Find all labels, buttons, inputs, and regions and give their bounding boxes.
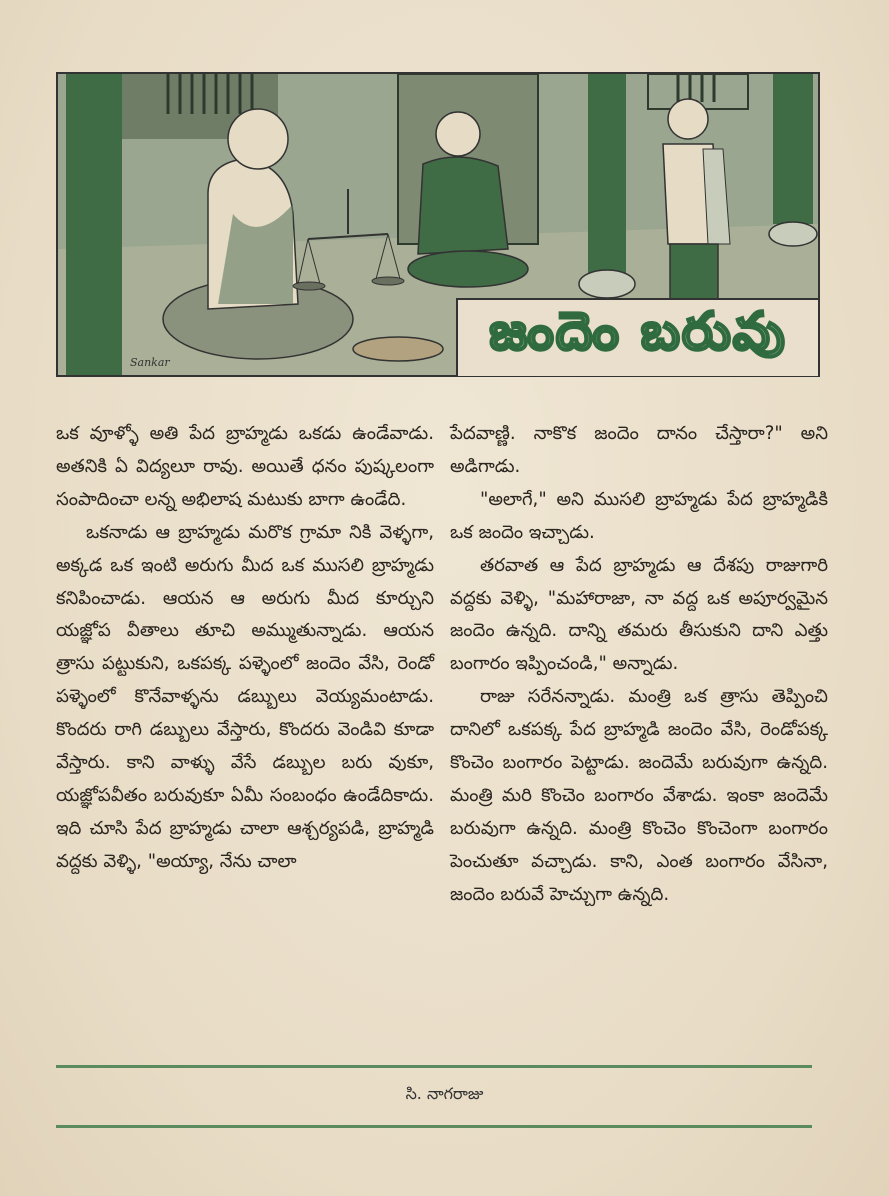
divider-top — [56, 1065, 812, 1068]
artist-signature: Sankar — [130, 356, 170, 369]
paragraph: పేదవాణ్ణి. నాకొక జందెం దానం చేస్తారా?" అని అడిగాడు. — [450, 423, 828, 477]
paragraph: ఒక వూళ్ళో అతి పేద బ్రాహ్మడు ఒకడు ఉండేవాడు. అతనికి ఏ విద్యలూ రావు. అయితే ధనం పుష్కలంగా సంపాదించా లన్న అభిలాష మటుకు బాగా ఉండేది. — [56, 423, 434, 510]
paragraph: "అలాగే," అని ముసలి బ్రాహ్మడు పేద బ్రాహ్మడికి ఒక జందెం ఇచ్చాడు. — [450, 488, 828, 543]
right-column — [450, 418, 828, 912]
author-credit: సి. నాగరాజు — [405, 1084, 484, 1103]
divider-bottom — [56, 1125, 812, 1128]
left-column — [56, 418, 434, 879]
story-title-text: జందెం బరువు — [489, 301, 787, 362]
paragraph: ఒకనాడు ఆ బ్రాహ్మడు మరొక గ్రామా నికి వెళ్ళగా, అక్కడ ఒక ఇంటి అరుగు మీద ఒక ముసలి బ్రాహ్మడు కనిపించాడు. ఆయన ఆ అరుగు మీద కూర్చుని యజ్ఞోప వీతాలు తూచి అమ్ముతున్నాడు. ఆయన త్రాసు పట్టుకుని, ఒకపక్క పళ్ళెంలో జందెం వేసి, రెండో పళ్ళెంలో కొనేవాళ్ళను డబ్బులు వెయ్యమంటాడు. కొందరు రాగి డబ్బులు వేస్తారు, కొందరు వెండివి కూడా వేస్తారు. కాని వాళ్ళు వేసే డబ్బుల బరు వుకూ, యజ్ఞోపవీతం బరువుకూ ఏమీ సంబంధం ఉండేదికాదు. ఇది చూసి పేద బ్రాహ్మడు చాలా ఆశ్చర్యపడి, బ్రాహ్మడి వద్దకు వెళ్ళి, "అయ్యా, నేను చాలా — [56, 521, 434, 872]
story-title — [456, 298, 818, 376]
paragraph: తరవాత ఆ పేద బ్రాహ్మడు ఆ దేశపు రాజుగారి వద్దకు వెళ్ళి, "మహారాజా, నా వద్ద ఒక అపూర్వమైన జందెం ఉన్నది. దాన్ని తమరు తీసుకుని దాని ఎత్తు బంగారం ఇప్పించండి," అన్నాడు. — [450, 554, 828, 675]
paragraph: రాజు సరేనన్నాడు. మంత్రి ఒక త్రాసు తెప్పించి దానిలో ఒకపక్క పేద బ్రాహ్మడి జందెం వేసి, రెండోపక్క కొంచెం బంగారం పెట్టాడు. జందెమే బరువుగా ఉన్నది. మంత్రి మరి కొంచెం బంగారం వేశాడు. ఇంకా జందెమే బరువుగా ఉన్నది. మంత్రి కొంచెం కొంచెంగా బంగారం పెంచుతూ వచ్చాడు. కాని, ఎంత బంగారం వేసినా, జందెం బరువే హెచ్చుగా ఉన్నది. — [450, 686, 828, 905]
